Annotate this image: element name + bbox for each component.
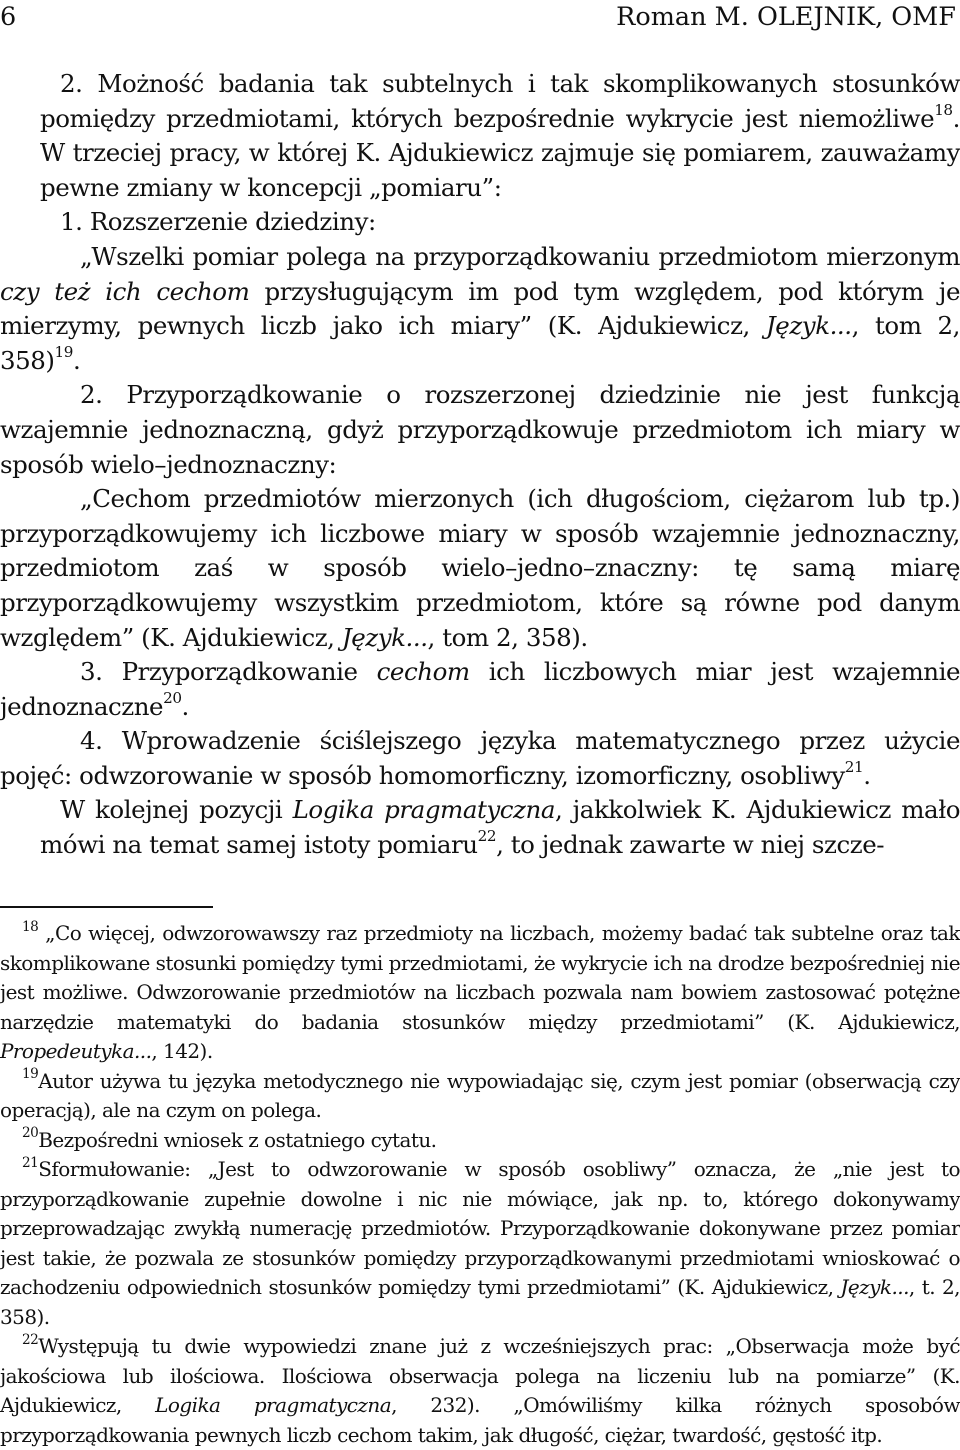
footnote-ref-20: 20 [163,688,182,707]
paragraph-1: 2. Możność badania tak subtelnych i tak skomplikowanych stosunków pomiędzy przedmiotami, których bezpośrednie wykrycie jest niemożliwe$^{18}$. W trzeciej pracy, w której K. Ajdukiewicz zajmuje się pomiarem, zauważamy pewne zmiany w koncepcji „pomiaru”: [40,69,960,202]
paragraph-4: 3. Przyporządkowanie cechom ich liczbowych miar jest wzajemnie jednoznaczne$^{20}$. [0,657,960,721]
main-text [0,67,960,863]
paragraph-6: W kolejnej pozycji Logika pragmatyczna, jakkolwiek K. Ajdukiewicz mało mówi na temat samej istoty pomiaru$^{22}$, to jednak zawarte w niej szcze- [40,795,960,860]
citation-title: Język... [840,1275,909,1299]
page-header [0,2,960,42]
page-number: 6 [0,2,17,32]
paragraph-5: 4. Wprowadzenie ściślejszego języka matematycznego przez użycie pojęć: odwzorowanie w sposób homomorficzny, izomorficzny, osobliwy$^{21}$. [0,726,960,790]
footnote-ref-21: 21 [844,758,864,776]
footnote-rule [0,906,213,908]
footnote-number: 22 [22,1331,39,1348]
paragraph-3: 2. Przyporządkowanie o rozszerzonej dziedzinie nie jest funkcją wzajemnie jednoznaczną, gdyż przyporządkowuje przedmiotom ich miary w sposób wielo–jednoznaczny: [0,380,960,479]
emphasis: cechom [376,657,470,687]
footnote-number: 20 [22,1125,39,1142]
paragraph-2: 1. Rozszerzenie dziedziny: [60,207,376,237]
footnote-18: $^{18}$ „Co więcej, odwzorowawszy raz przedmioty na liczbach, możemy badać tak subtelne oraz tak skomplikowane stosunki pomiędzy tymi przedmiotami, że wykrycie ich na drodze bezpośredniej nie jest możliwe. Odwzorowanie przedmiotów na liczbach pozwala nam bowiem zastosować potężne narzędzie matematyki do badania stosunków między przedmiotami” (K. Ajdukiewicz, Propedeutyka..., 142). [0,918,960,1063]
quote-1: „Wszelki pomiar polega na przyporządkowaniu przedmiotom mierzonym czy też ich cechom przysługującym im pod tym względem, pod którym je mierzymy, pewnych liczb jako ich miary” (K. Ajdukiewicz, Język..., tom 2, 358)$^{19}$. [0,241,960,375]
citation-title: Propedeutyka... [0,1039,152,1063]
footnote-number: 19 [22,1066,39,1083]
footnote-ref-22: 22 [477,827,497,846]
footnote-22: $^{22}$Występują tu dwie wypowiedzi znane już z wcześniejszych prac: „Obserwacja może być jakościowa lub ilościowa. Ilościowa obserwacja polega na liczeniu lub na pomiarze” (K. Ajdukiewicz, Logika pragmatyczna, 232). „Omówiliśmy kilka różnych sposobów przyporządkowania pewnych liczb cechom takim, jak długość, ciężar, twardość, gęstość itp. [0,1331,960,1447]
footnotes [0,919,960,1450]
running-head: Roman M. OLEJNIK, OMF [616,2,956,32]
footnote-number: 18 [22,918,39,935]
citation-title: Język... [765,311,852,341]
footnote-number: 21 [22,1154,39,1171]
quote-2: „Cechom przedmiotów mierzonych (ich długościom, ciężarom lub tp.) przyporządkowujemy ich liczbowe miary w sposób wzajemnie jednoznaczny, przedmiotom zaś w sposób wielo–jedno–znaczny: tę samą miarę przyporządkowujemy wszystkim przedmiotom, które są równe pod danym względem” (K. Ajdukiewicz, Język..., tom 2, 358). [0,484,960,652]
citation-title: Język... [341,622,428,652]
footnote-ref-19: 19 [54,342,73,361]
emphasis: czy też ich cechom [0,276,250,306]
footnote-21: $^{21}$Sformułowanie: „Jest to odwzorowanie w sposób osobliwy” oznacza, że „nie jest to przyporządkowanie zupełnie dowolne i nic nie mówiące, jak np. to, którego dokonywamy przeprowadzając zwykłą numerację przedmiotów. Przyporządkowanie dokonywane przez pomiar jest takie, że pozwala ze stosunków pomiędzy przyporządkowanymi przedmiotami wnioskować o zachodzeniu odpowiednich stosunków pomiędzy tymi przedmiotami” (K. Ajdukiewicz, Język..., t. 2, 358). [0,1154,960,1329]
citation-title: Logika pragmatyczna [155,1393,392,1417]
footnote-ref-18: 18 [934,100,953,119]
footnote-19: $^{19}$Autor używa tu języka metodycznego nie wypowiadając się, czym jest pomiar (obserwacją czy operacją), ale na czym on polega. [0,1066,960,1122]
footnote-20: $^{20}$Bezpośredni wniosek z ostatniego cytatu. [22,1125,437,1152]
citation-title: Logika pragmatyczna [292,795,556,825]
